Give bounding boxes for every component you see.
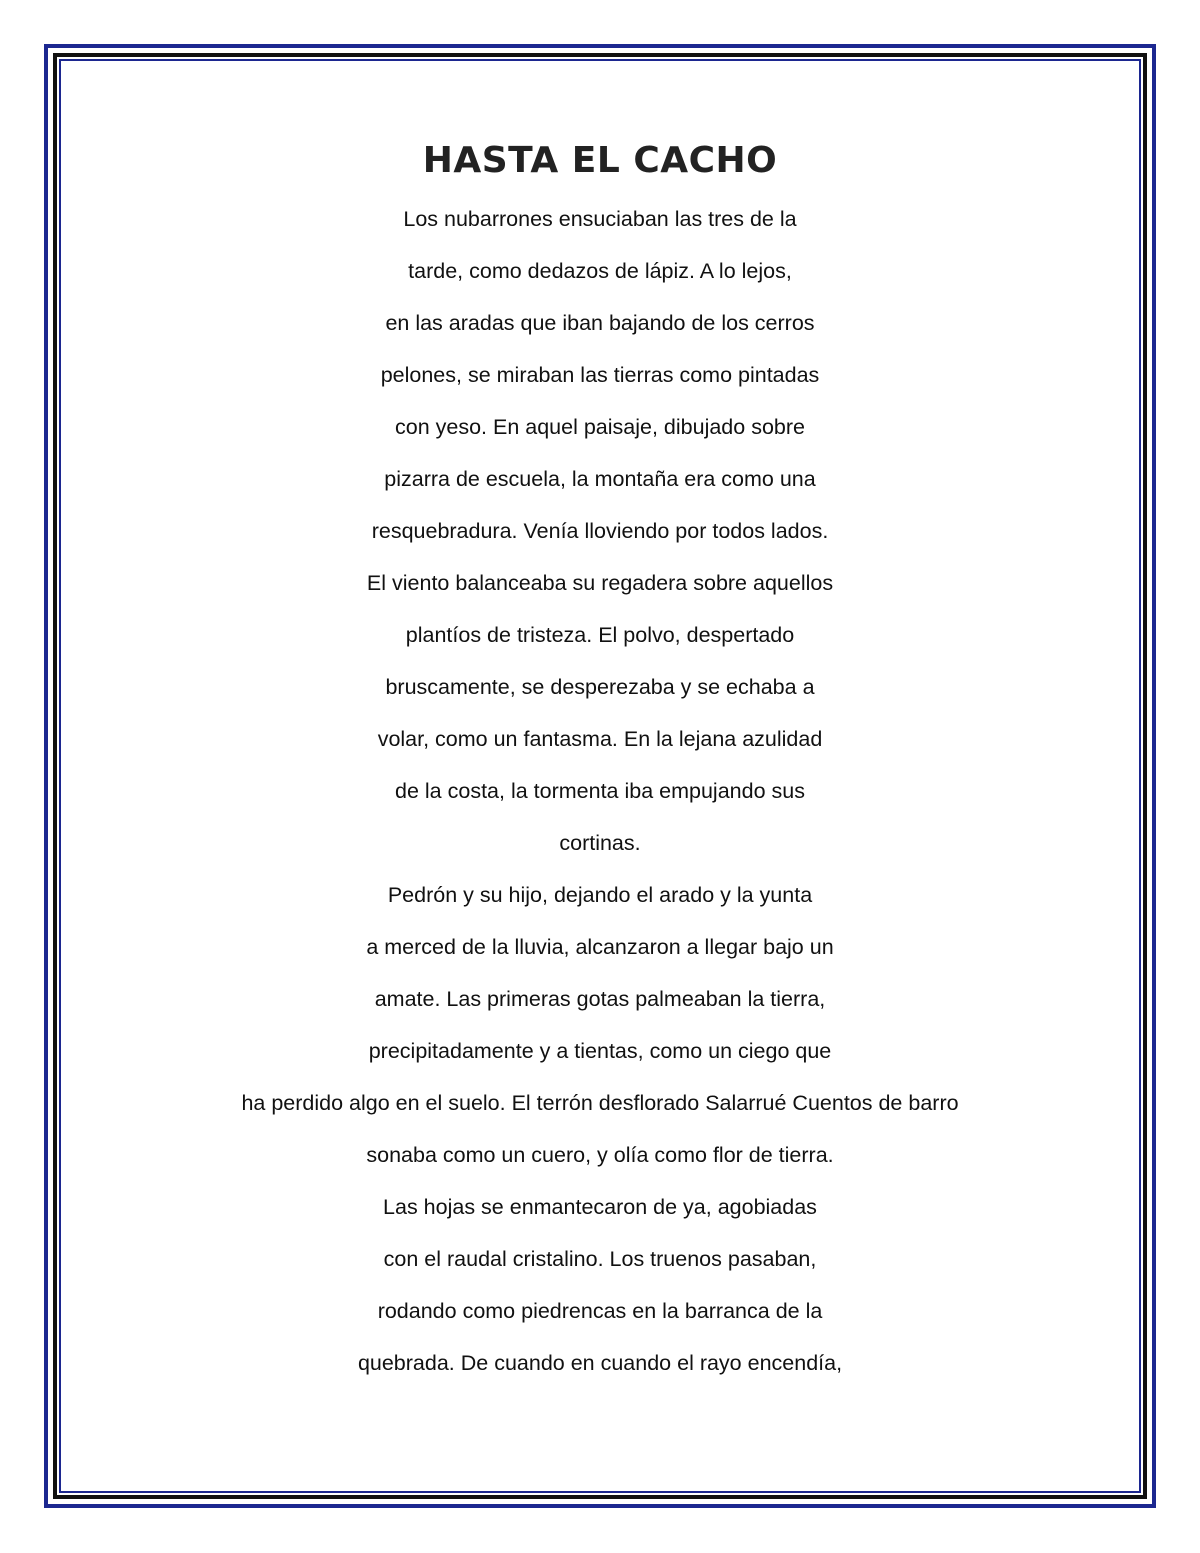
text-line: precipitadamente y a tientas, como un ciego que bbox=[368, 1039, 832, 1063]
text-line: de la costa, la tormenta iba empujando sus bbox=[395, 779, 805, 803]
document-title: HASTA EL CACHO bbox=[422, 140, 778, 181]
text-line: con yeso. En aquel paisaje, dibujado sobre bbox=[395, 415, 805, 439]
text-line: El viento balanceaba su regadera sobre aquellos bbox=[366, 571, 834, 595]
text-line: a merced de la lluvia, alcanzaron a llegar bajo un bbox=[366, 935, 834, 959]
text-line: Los nubarrones ensuciaban las tres de la bbox=[403, 207, 797, 231]
text-line: resquebradura. Venía lloviendo por todos lados. bbox=[371, 519, 829, 543]
text-line: ha perdido algo en el suelo. El terrón desflorado Salarrué Cuentos de barro bbox=[241, 1091, 959, 1115]
text-line: Las hojas se enmantecaron de ya, agobiadas bbox=[383, 1195, 817, 1219]
text-line: amate. Las primeras gotas palmeaban la tierra, bbox=[374, 987, 826, 1011]
text-line: volar, como un fantasma. En la lejana azulidad bbox=[377, 727, 823, 751]
text-line: en las aradas que iban bajando de los cerros bbox=[385, 311, 815, 335]
text-line: plantíos de tristeza. El polvo, despertado bbox=[405, 623, 795, 647]
text-line: con el raudal cristalino. Los truenos pasaban, bbox=[383, 1247, 817, 1271]
text-line: Pedrón y su hijo, dejando el arado y la yunta bbox=[387, 883, 813, 907]
document-body bbox=[80, 132, 1120, 1400]
text-line: rodando como piedrencas en la barranca de la bbox=[377, 1299, 823, 1323]
story-text bbox=[80, 204, 1120, 1400]
text-line: bruscamente, se desperezaba y se echaba a bbox=[385, 675, 815, 699]
text-line: sonaba como un cuero, y olía como flor de tierra. bbox=[366, 1143, 834, 1167]
text-line: quebrada. De cuando en cuando el rayo encendía, bbox=[357, 1351, 843, 1375]
text-line: pelones, se miraban las tierras como pintadas bbox=[380, 363, 820, 387]
text-line: pizarra de escuela, la montaña era como una bbox=[384, 467, 816, 491]
text-line: tarde, como dedazos de lápiz. A lo lejos, bbox=[408, 259, 792, 283]
text-line: cortinas. bbox=[559, 831, 641, 855]
